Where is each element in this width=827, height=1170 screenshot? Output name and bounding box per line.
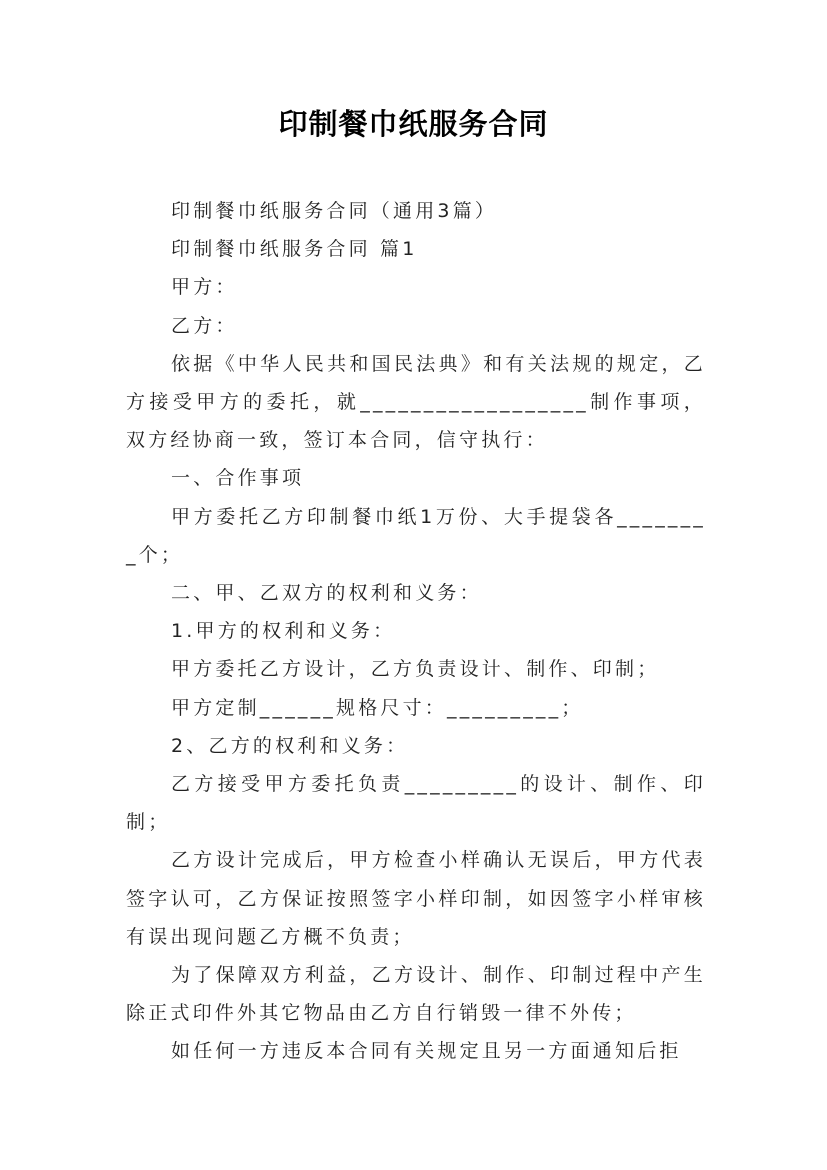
paragraph-party-b: 乙方： [171,314,238,337]
paragraph-clause-2-heading: 二、甲、乙双方的权利和义务： [171,582,482,605]
paragraph-clause-1-body: 甲方委托乙方印制餐巾纸1万份、大手提袋各________个； [126,505,706,566]
paragraph-section-heading: 印制餐巾纸服务合同 篇1 [171,238,418,261]
paragraph-breach-clause: 如任何一方违反本合同有关规定且另一方面通知后拒 [171,1040,682,1063]
paragraph-party-a-rights-2: 甲方定制______规格尺寸：_________； [171,696,584,719]
paragraph-party-b-rights-2: 乙方设计完成后，甲方检查小样确认无误后，甲方代表签字认可，乙方保证按照签字小样印制，如因签字小样审核有误出现问题乙方概不负责； [126,849,706,948]
paragraph-party-b-rights-1: 乙方接受甲方委托负责_________的设计、制作、印制； [126,773,706,834]
paragraph-party-b-rights-heading: 2、乙方的权利和义务： [171,734,409,757]
paragraph-party-a-rights-heading: 1.甲方的权利和义务： [171,620,396,643]
paragraph-preamble: 依据《中华人民共和国民法典》和有关法规的规定，乙方接受甲方的委托，就__________________制作事项，双方经协商一致，签订本合同，信守执行： [126,352,706,452]
document-title: 印制餐巾纸服务合同 [278,107,549,141]
paragraph-subtitle: 印制餐巾纸服务合同（通用3篇） [171,200,498,222]
paragraph-party-a: 甲方： [171,276,238,299]
paragraph-clause-1-heading: 一、合作事项 [171,467,305,490]
paragraph-party-b-rights-3: 为了保障双方利益，乙方设计、制作、印制过程中产生除正式印件外其它物品由乙方自行销毁一律不外传； [126,964,706,1025]
paragraph-party-a-rights-1: 甲方委托乙方设计，乙方负责设计、制作、印制； [171,658,660,681]
document-body [126,192,706,1071]
